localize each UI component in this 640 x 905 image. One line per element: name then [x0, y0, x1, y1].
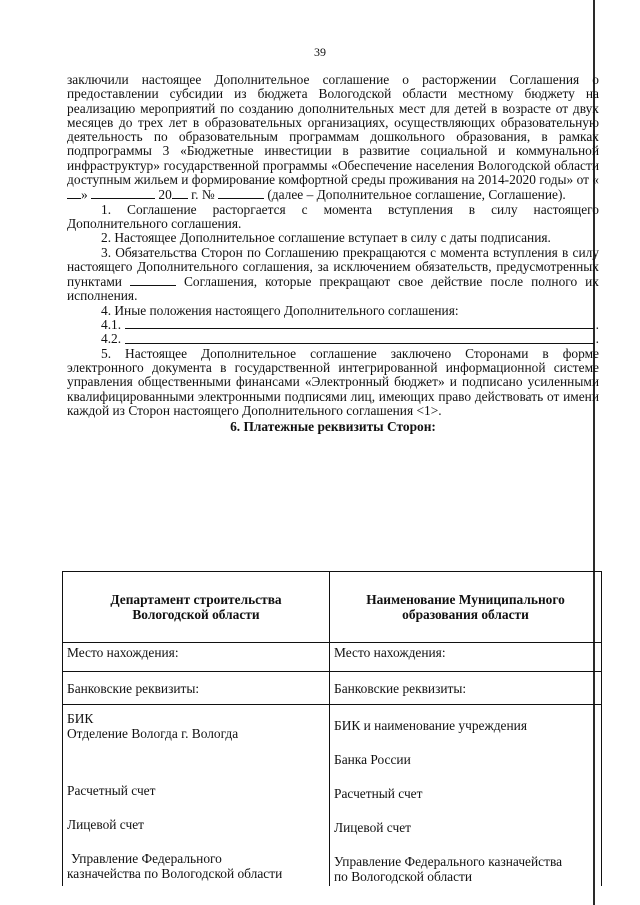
item-1: 1. Соглашение расторгается с момента вступления в силу настоящего Дополнительного соглашения. [67, 201, 599, 231]
item-4-2-label: 4.2. [101, 331, 122, 347]
left-spacer [67, 741, 325, 783]
left-bik: БИК [67, 711, 94, 726]
left-personal-account: Лицевой счет [67, 817, 145, 832]
table-row-location [63, 643, 602, 672]
left-location: Место нахождения: [63, 643, 330, 672]
right-bank: Банка России [334, 752, 411, 767]
date-year-blank [172, 187, 188, 199]
intro-quote-close: » [81, 187, 88, 203]
right-spacer-4 [334, 835, 597, 854]
item-3 [67, 246, 599, 304]
left-spacer-3 [67, 832, 325, 851]
left-treasury-line-1: Управление Федерального [71, 851, 222, 866]
right-treasury-line-2: по Вологодской области [334, 869, 473, 884]
right-body-cell [330, 705, 602, 887]
right-header-line-2: образования области [402, 607, 529, 622]
right-personal-account: Лицевой счет [334, 820, 412, 835]
left-treasury-line-2: казначейства по Вологодской области [67, 866, 283, 881]
left-spacer-2 [67, 798, 325, 817]
right-bik: БИК и наименование учреждения [334, 718, 527, 733]
section-title: 6. Платежные реквизиты Сторон: [230, 419, 436, 435]
item-3-text-a: 3. Обязательства Сторон по Соглашению прекращаются с момента вступления в силу настоящего Дополнительного соглашения, за исключением обязательств, предусмотренных пунктами [67, 244, 599, 290]
right-account: Расчетный счет [334, 786, 423, 801]
left-header-line-2: Вологодской области [132, 607, 260, 622]
table-row-body [63, 705, 602, 887]
left-account: Расчетный счет [67, 783, 156, 798]
item-4-1-blank [125, 318, 594, 329]
number-blank [218, 187, 264, 199]
left-header-line-1: Департамент строительства [110, 592, 282, 607]
item-3-text-b: Соглашения, которые прекращают свое действие после полного их исполнения. [67, 274, 599, 304]
intro-year-prefix: 20 [158, 187, 172, 203]
item-4-2-blank [125, 333, 594, 344]
right-party-header [330, 572, 602, 643]
right-location: Место нахождения: [330, 643, 602, 672]
right-spacer-3 [334, 801, 597, 820]
intro-tail: (далее – Дополнительное соглашение, Соглашение). [267, 187, 566, 203]
document-body [67, 73, 599, 434]
date-month-blank [91, 187, 155, 199]
clauses-blank [130, 274, 176, 286]
intro-year-suffix: г. № [191, 187, 215, 203]
left-body-cell [63, 705, 330, 887]
left-branch: Отделение Вологда г. Вологда [67, 726, 239, 741]
item-4-2-dot: . [595, 331, 599, 347]
left-party-header [63, 572, 330, 643]
item-4: 4. Иные положения настоящего Дополнительного соглашения: [101, 302, 459, 318]
item-2: 2. Настоящее Дополнительное соглашение вступает в силу с даты подписания. [101, 230, 551, 246]
left-bank-details: Банковские реквизиты: [63, 672, 330, 705]
right-spacer-2 [334, 767, 597, 786]
table-header-row [63, 572, 602, 643]
item-4-2 [67, 332, 599, 346]
right-bank-details: Банковские реквизиты: [330, 672, 602, 705]
payment-details-table [62, 571, 602, 886]
item-4-1 [67, 318, 599, 332]
item-4-1-dot: . [595, 317, 599, 333]
item-5: 5. Настоящее Дополнительное соглашение заключено Сторонами в форме электронного документа в государственной интегрированной информационной системе управления общественными финансами «Электронный бюджет» и подписано усиленными квалифицированными электронными подписями лиц, имеющих право действовать от имени каждой из Сторон настоящего Дополнительного соглашения <1>. [67, 345, 599, 418]
right-treasury-line-1: Управление Федерального казначейства [334, 854, 563, 869]
intro-text: заключили настоящее Дополнительное соглашение о расторжении Соглашения о предоставлении субсидии из бюджета Вологодской области местному бюджету на реализацию мероприятий по созданию дополнительных мест для детей в возрасте от двух месяцев до трех лет в образовательных организациях, осуществляющих образовательную деятельность по образовательным программам дошкольного образования, в рамках подпрограммы 3 «Бюджетные инвестиции в развитие социальной и коммунальной инфраструктур» государственной программы «Обеспечение населения Вологодской области доступным жильем и формирование комфортной среды проживания на 2014-2020 годы» от « [67, 72, 599, 188]
right-spacer-1 [334, 733, 597, 752]
table-row-bank [63, 672, 602, 705]
page-number: 39 [314, 45, 326, 59]
right-header-line-1: Наименование Муниципального [366, 592, 565, 607]
right-spacer-0 [334, 711, 597, 718]
item-4-1-label: 4.1. [101, 317, 122, 333]
date-day-blank [67, 187, 81, 199]
paragraph-intro [67, 73, 599, 203]
